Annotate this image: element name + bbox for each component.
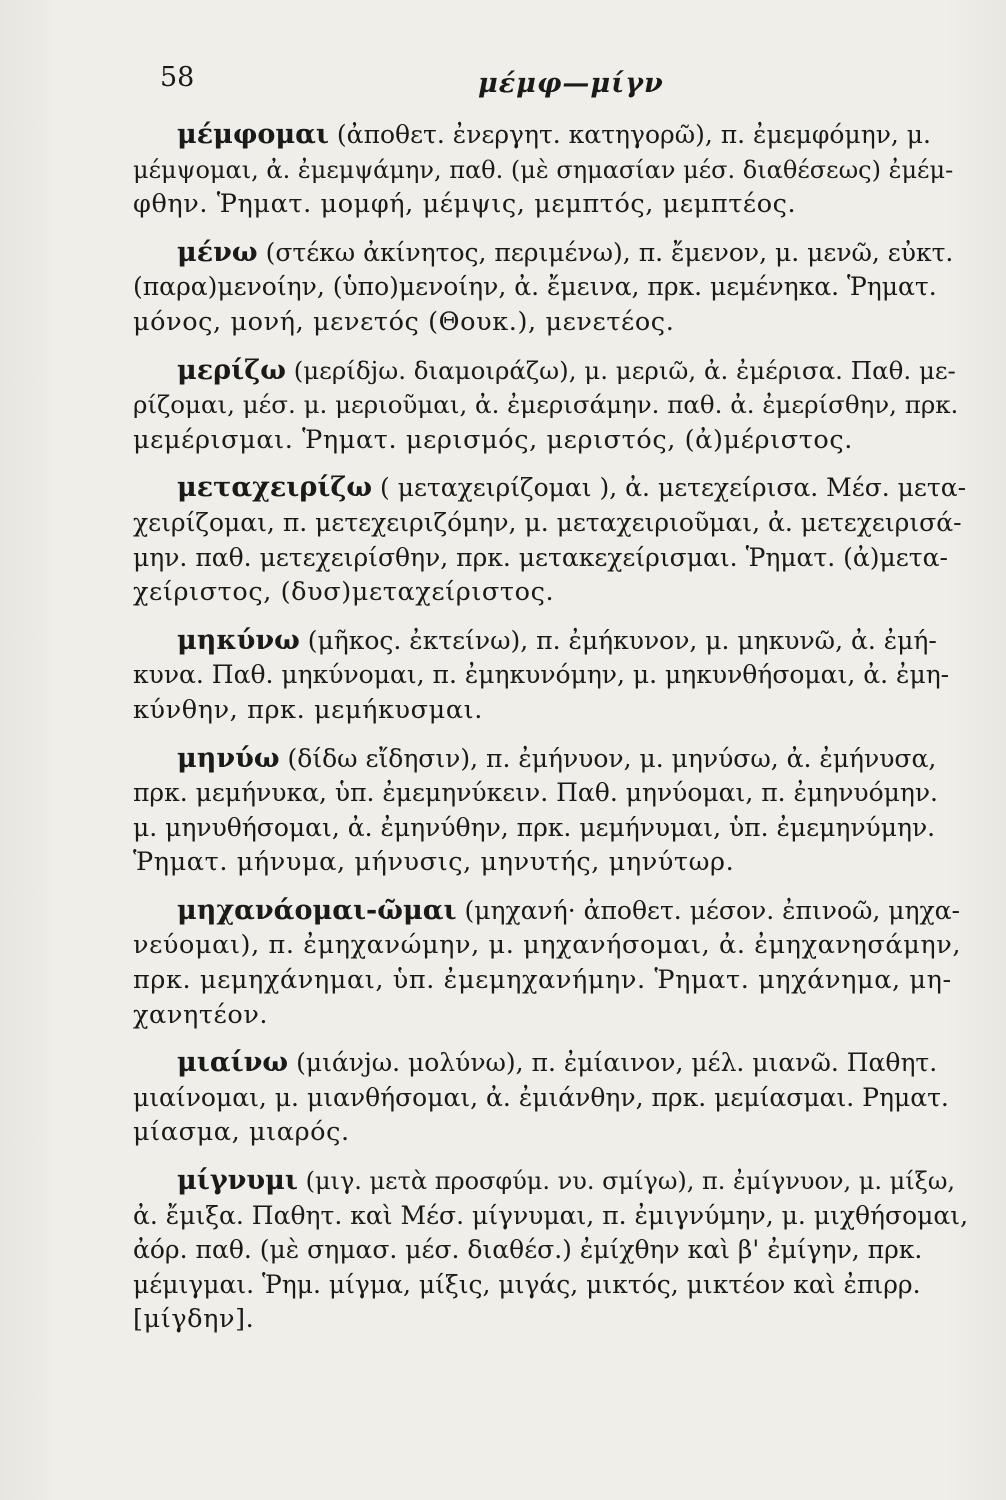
entry-line: μόνος, μονή, μενετός (Θουκ.), μενετέος. [133,306,675,337]
entry-line: πρκ. μεμήνυκα, ὑπ. ἐμεμηνύκειν. Παθ. μηνύομαι, π. ἐμηνυόμην. [133,778,939,808]
entry-text: (μῆκος. ἐκτείνω), π. ἐμήκυνον, μ. μηκυνῶ, ἀ. ἐμή- [299,625,937,655]
entry-line: κυνα. Παθ. μηκύνομαι, π. ἐμηκυνόμην, μ. μηκυνθήσομαι, ἀ. ἐμη- [133,660,950,690]
entry-line [133,118,968,153]
entry-line: νεύομαι), π. ἐμηχανώμην, μ. μηχανήσομαι, ἀ. ἐμηχανησάμην, [133,930,962,961]
entry-line [133,354,968,389]
dictionary-entry [133,354,968,458]
entry-text: ( μεταχειρίζομαι ), ἀ. μετεχείρισα. Μέσ. μετα- [372,473,967,503]
dictionary-entry [133,118,968,222]
entry-line: χειρίζομαι, π. μετεχειριζόμην, μ. μεταχειριοῦμαι, ἀ. μετεχειρισά- [133,507,962,537]
entry-line: μ. μηνυθήσομαι, ἀ. ἐμηνύθην, πρκ. μεμήνυμαι, ὑπ. ἐμεμηνύμην. [133,812,936,842]
dictionary-entry [133,236,968,340]
entry-text: (μιάνjω. μολύνω), π. ἐμίαινον, μέλ. μιανῶ. Παθητ. [288,1048,938,1078]
entry-text: (μηχανή· ἀποθετ. μέσον. ἐπινοῶ, μηχα- [456,895,960,925]
entry-line: [μίγδην]. [133,1304,255,1335]
entry-text: (μιγ. μετὰ προσφύμ. νυ. σμίγω), π. ἐμίγνυον, μ. μίξω, [297,1167,956,1196]
entry-line: φθην. Ῥηματ. μομφή, μέμψις, μεμπτός, μεμπτέος. [133,189,797,220]
headword: μηχανάομαι-ῶμαι [177,894,457,926]
headword: μένω [177,236,258,268]
entry-line: ρίζομαι, μέσ. μ. μεριοῦμαι, ἀ. ἐμερισάμην. παθ. ἀ. ἐμερίσθην, πρκ. [133,390,959,420]
entry-line: μίασμα, μιαρός. [133,1117,350,1148]
dictionary-entry [133,1164,968,1337]
headword: μιαίνω [177,1047,289,1079]
dictionary-entry [133,471,968,609]
entry-line: μην. παθ. μετεχειρίσθην, πρκ. μετακεχείρισμαι. Ῥηματ. (ἀ)μετα- [133,542,948,572]
dictionary-entry [133,742,968,880]
dictionary-entry [133,894,968,1032]
entry-line [133,894,968,929]
entry-line [133,471,968,506]
headword: μερίζω [177,354,286,386]
entry-line: χείριστος, (δυσ)μεταχείριστος. [133,577,555,608]
entry-text: (στέκω ἀκίνητος, περιμένω), π. ἔμενον, μ. μενῶ, εὐκτ. [257,237,954,267]
headword: μέμφομαι [177,119,329,150]
entry-line [133,1046,968,1081]
entry-line [133,1164,968,1199]
entry-line: πρκ. μεμηχάνημαι, ὑπ. ἐμεμηχανήμην. Ῥηματ. μηχάνημα, μη- [133,965,952,996]
headword: μίγνυμι [177,1165,298,1197]
entry-line: μέμψομαι, ἀ. ἐμεμψάμην, παθ. (μὲ σημασίαν μέσ. διαθέσεως) ἐμέμ- [133,155,954,184]
dictionary-entry [133,1046,968,1150]
dictionary-entry [133,624,968,728]
entry-line: (παρα)μενοίην, (ὑπο)μενοίην, ἀ. ἔμεινα, πρκ. μεμένηκα. Ῥηματ. [133,272,937,302]
headword: μεταχειρίζω [177,472,373,504]
entry-line: χανητέον. [133,999,269,1030]
entry-text: (μερίδjω. διαμοιράζω), μ. μεριῶ, ἀ. ἐμέρισα. Παθ. με- [285,355,956,385]
entry-text: (δίδω εἴδησιν), π. ἐμήνυον, μ. μηνύσω, ἀ. ἐμήνυσα, [279,743,937,773]
entry-text: (ἀποθετ. ἐνεργητ. κατηγορῶ), π. ἐμεμφόμην, μ. [328,120,931,149]
entry-line [133,236,968,271]
headword: μηνύω [177,742,280,774]
entry-line: μέμιγμαι. Ῥημ. μίγμα, μίξις, μιγάς, μικτός, μικτέον καὶ ἐπιρρ. [133,1269,921,1299]
entry-line: ἀόρ. παθ. (μὲ σημασ. μέσ. διαθέσ.) ἐμίχθην καὶ β' ἐμίγην, πρκ. [133,1235,923,1265]
page-number: 58 [160,62,195,93]
entry-line: μιαίνομαι, μ. μιανθήσομαι, ἀ. ἐμιάνθην, πρκ. μεμίασμαι. Ρηματ. [133,1082,949,1112]
running-head: μέμφ—μίγν [478,68,664,99]
entry-line [133,742,968,777]
headword: μηκύνω [177,624,300,656]
entry-line: Ῥηματ. μήνυμα, μήνυσις, μηνυτής, μηνύτωρ. [133,847,735,878]
entry-line: κύνθην, πρκ. μεμήκυσμαι. [133,694,483,725]
entry-line: ἀ. ἔμιξα. Παθητ. καὶ Μέσ. μίγνυμαι, π. ἐμιγνύμην, μ. μιχθήσομαι, [133,1200,969,1230]
entry-list [133,118,968,1351]
entry-line [133,624,968,659]
entry-line: μεμέρισμαι. Ῥηματ. μερισμός, μεριστός, (ἀ)μέριστος. [133,424,853,455]
